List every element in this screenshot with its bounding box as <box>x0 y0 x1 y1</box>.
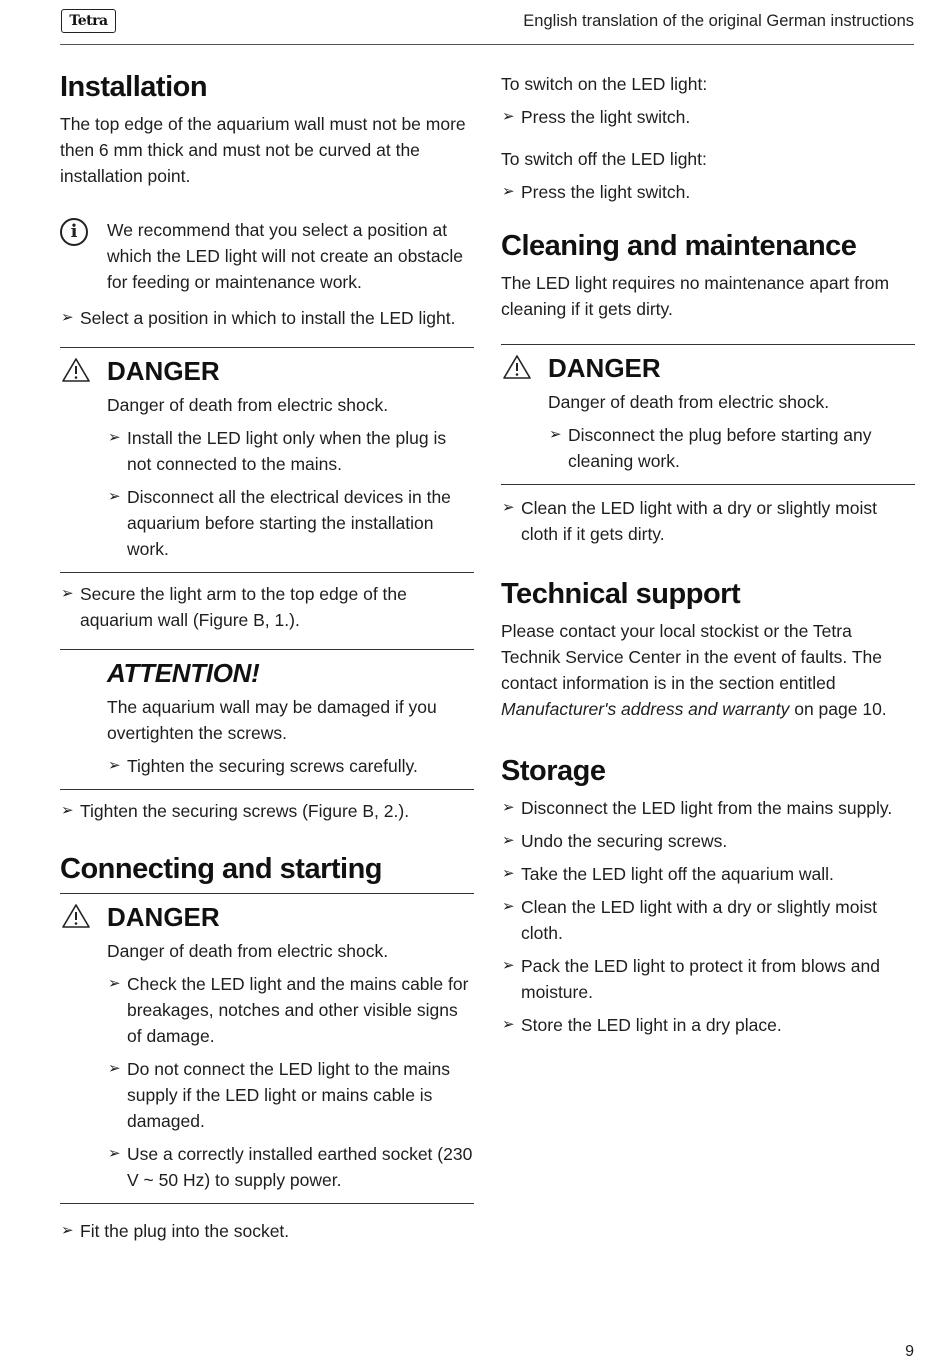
arrow-icon: ➢ <box>61 584 74 602</box>
switch-off-steps <box>501 179 915 205</box>
danger-text: Danger of death from electric shock. <box>548 391 830 412</box>
arrow-icon: ➢ <box>61 308 74 326</box>
danger-step: ➢ Disconnect all the electrical devices in the aquarium before starting the installation work. <box>107 484 474 562</box>
warning-triangle-icon <box>61 357 91 383</box>
support-reference: Manufacturer's address and warranty <box>501 698 790 719</box>
arrow-icon: ➢ <box>502 183 515 200</box>
arrow-icon: ➢ <box>549 425 562 443</box>
connecting-steps <box>60 1218 474 1244</box>
installation-danger-box <box>60 347 474 573</box>
connecting-title: Connecting and starting <box>60 852 382 885</box>
danger-text: Danger of death from electric shock. <box>107 940 389 961</box>
storage-step: ➢ Disconnect the LED light from the mains supply. <box>501 795 915 821</box>
page-number: 9 <box>905 1343 914 1360</box>
arrow-icon: ➢ <box>108 428 121 446</box>
arrow-icon: ➢ <box>502 498 515 516</box>
installation-hint <box>60 217 474 295</box>
arrow-icon: ➢ <box>61 1221 74 1239</box>
arrow-icon: ➢ <box>502 799 515 817</box>
arrow-icon: ➢ <box>502 1016 515 1034</box>
step-secure-arm: ➢ Secure the light arm to the top edge of the aquarium wall (Figure B, 1.). <box>60 581 474 633</box>
danger-step: ➢ Install the LED light only when the plug is not connected to the mains. <box>107 425 474 477</box>
danger-label: DANGER <box>107 901 220 932</box>
danger-step: ➢ Check the LED light and the mains cable for breakages, notches and other visible signs of damage. <box>107 971 474 1049</box>
arrow-icon: ➢ <box>108 756 121 774</box>
danger-step: ➢ Use a correctly installed earthed socket (230 V ~ 50 Hz) to supply power. <box>107 1141 474 1193</box>
right-column <box>501 64 915 1038</box>
installation-title: Installation <box>60 71 208 103</box>
left-column <box>60 64 474 1244</box>
step-tighten-screws: ➢ Tighten the securing screws (Figure B, 2.). <box>60 798 474 824</box>
arrow-icon: ➢ <box>502 898 515 916</box>
tetra-logo: Tetra <box>61 9 116 33</box>
installation-intro: The top edge of the aquarium wall must not be more then 6 mm thick and must not be curved at the installation point. <box>60 113 466 186</box>
attention-step: ➢ Tighten the securing screws carefully. <box>107 753 474 779</box>
switch-on-step: ➢ Press the light switch. <box>501 104 915 130</box>
header-note: English translation of the original German instructions <box>523 12 914 30</box>
step-clean-light: ➢ Clean the LED light with a dry or slightly moist cloth if it gets dirty. <box>501 495 915 547</box>
danger-step: ➢ Do not connect the LED light to the mains supply if the LED light or mains cable is damaged. <box>107 1056 474 1134</box>
danger-steps <box>548 422 915 474</box>
cleaning-intro: The LED light requires no maintenance apart from cleaning if it gets dirty. <box>501 272 890 319</box>
arrow-icon: ➢ <box>502 865 515 883</box>
danger-text: Danger of death from electric shock. <box>107 394 389 415</box>
storage-step: ➢ Take the LED light off the aquarium wall. <box>501 861 915 887</box>
danger-heading <box>501 351 915 385</box>
arrow-icon: ➢ <box>108 974 121 992</box>
switch-off-step: ➢ Press the light switch. <box>501 179 915 205</box>
attention-label: ATTENTION! <box>107 657 260 688</box>
switch-off-label: To switch off the LED light: <box>501 149 707 169</box>
warning-triangle-icon <box>502 354 532 380</box>
installation-steps-3 <box>60 798 474 824</box>
cleaning-danger-box <box>501 344 915 485</box>
connecting-danger-box <box>60 893 474 1204</box>
storage-step: ➢ Store the LED light in a dry place. <box>501 1012 915 1038</box>
arrow-icon: ➢ <box>108 487 121 505</box>
attention-steps <box>107 753 474 779</box>
arrow-icon: ➢ <box>108 1059 121 1077</box>
storage-step: ➢ Undo the securing screws. <box>501 828 915 854</box>
danger-label: DANGER <box>548 352 661 383</box>
warning-triangle-icon <box>61 903 91 929</box>
danger-heading <box>60 354 474 388</box>
attention-text: The aquarium wall may be damaged if you overtighten the screws. <box>107 696 437 743</box>
cleaning-steps <box>501 495 915 547</box>
step-fit-plug: ➢ Fit the plug into the socket. <box>60 1218 474 1244</box>
danger-steps <box>107 971 474 1193</box>
support-text: Please contact your local stockist or the Tetra Technik Service Center in the event of faults. The contact information is in the section entitled Manufacturer's address and warranty on page 10. <box>501 620 887 719</box>
switch-on-label: To switch on the LED light: <box>501 74 708 94</box>
arrow-icon: ➢ <box>502 957 515 975</box>
storage-steps <box>501 795 915 1038</box>
hint-text: We recommend that you select a position at which the LED light will not create an obstacle for feeding or maintenance work. <box>107 219 464 292</box>
arrow-icon: ➢ <box>502 108 515 125</box>
danger-heading <box>60 900 474 934</box>
installation-steps-2 <box>60 581 474 633</box>
arrow-icon: ➢ <box>502 832 515 850</box>
cleaning-title: Cleaning and maintenance <box>501 230 857 262</box>
attention-box <box>60 649 474 790</box>
switch-on-steps <box>501 104 915 130</box>
installation-steps-1 <box>60 305 474 331</box>
danger-steps <box>107 425 474 562</box>
step-select-position: ➢ Select a position in which to install the LED light. <box>60 305 474 331</box>
storage-title: Storage <box>501 754 606 787</box>
danger-step: ➢ Disconnect the plug before starting any cleaning work. <box>548 422 915 474</box>
info-icon: i <box>60 218 88 246</box>
danger-label: DANGER <box>107 355 220 386</box>
storage-step: ➢ Pack the LED light to protect it from blows and moisture. <box>501 953 915 1005</box>
arrow-icon: ➢ <box>61 801 74 819</box>
page-header <box>60 6 914 45</box>
arrow-icon: ➢ <box>108 1144 121 1162</box>
support-title: Technical support <box>501 577 741 610</box>
storage-step: ➢ Clean the LED light with a dry or slightly moist cloth. <box>501 894 915 946</box>
